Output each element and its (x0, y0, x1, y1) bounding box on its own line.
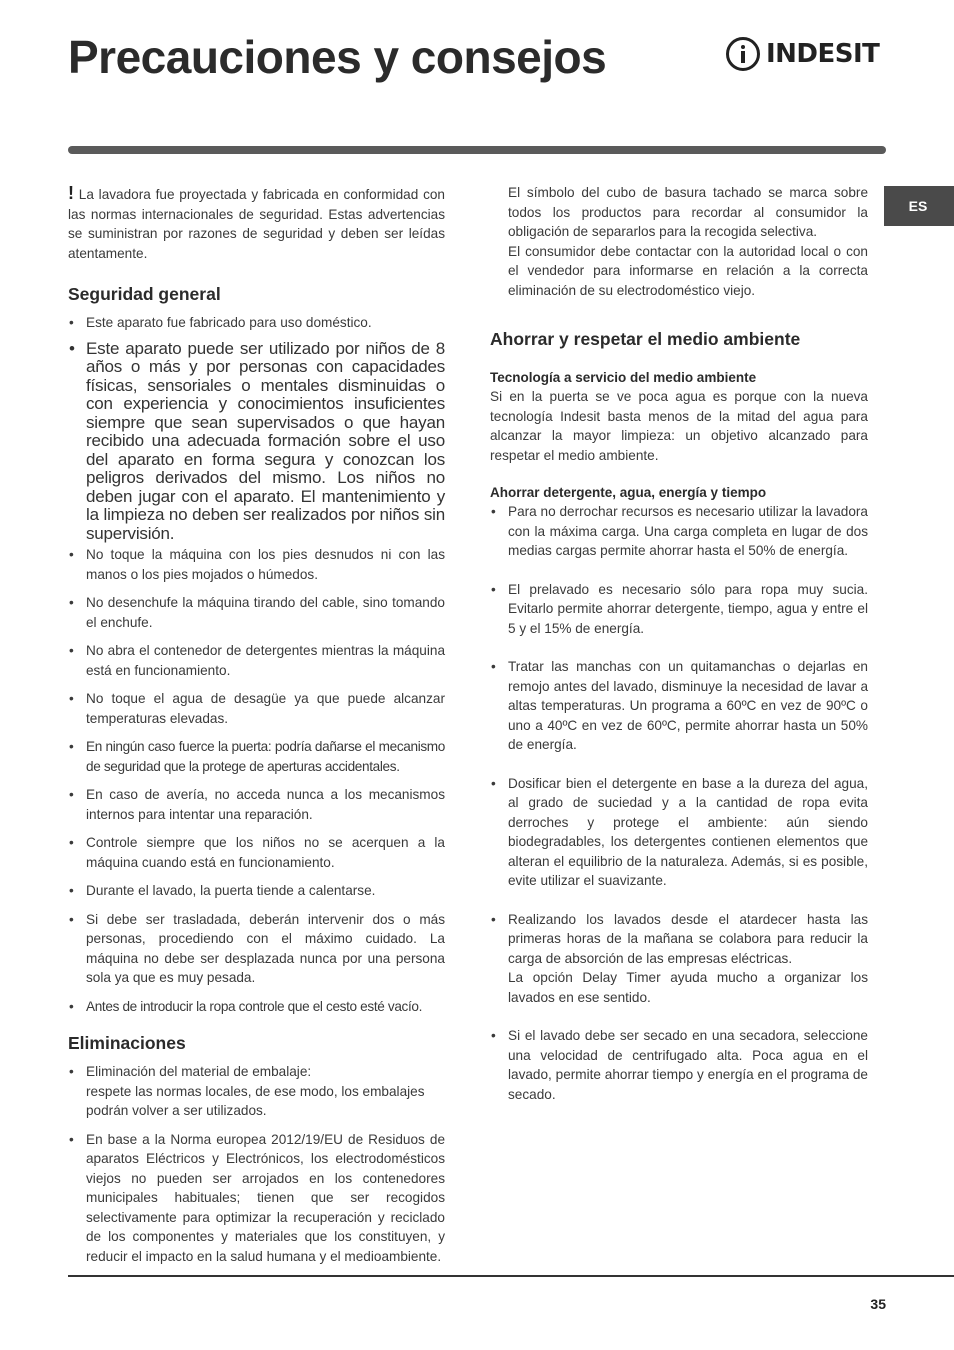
warning-mark-icon: ! (68, 183, 74, 203)
subheading-ahorrar: Ahorrar detergente, agua, energía y tiempo (490, 485, 767, 500)
list-item: • El prelavado es necesario sólo para ropa muy sucia. Evitarlo permite ahorrar detergente, tiempo, agua y entre el 5 y el 15% de energía. (490, 580, 868, 639)
section-heading-eliminaciones: Eliminaciones (68, 1033, 186, 1053)
left-column (68, 184, 445, 1266)
subheading-tecnologia: Tecnología a servicio del medio ambiente (490, 370, 757, 385)
eliminaciones-continued (490, 183, 868, 300)
list-item-line: • Eliminación del material de embalaje: (86, 1064, 312, 1079)
list-item (68, 1062, 445, 1121)
list-item: • Durante el lavado, la puerta tiende a calentarse. (68, 881, 445, 901)
list-item-line: La opción Delay Timer ayuda mucho a organizar los lavados en ese sentido. (508, 970, 868, 1005)
list-item: • Este aparato fue fabricado para uso doméstico. (68, 313, 445, 333)
paragraph: El consumidor debe contactar con la autoridad local o con el vendedor para informarse en relación a la correcta eliminación de su electrodoméstico viejo. (508, 243, 868, 298)
list-item: • Antes de introducir la ropa controle que el cesto esté vacío. (68, 997, 445, 1017)
ambiente-list (490, 502, 868, 1104)
list-item: • En ningún caso fuerce la puerta: podría dañarse el mecanismo de seguridad que la protege de aperturas accidentales. (68, 737, 445, 776)
seguridad-list (68, 313, 445, 1016)
list-item-line: respete las normas locales, de ese modo, los embalajes podrán volver a ser utilizados. (86, 1083, 425, 1118)
header-divider (68, 146, 886, 154)
intro-text: La lavadora fue proyectada y fabricada en conformidad con las normas internacionales de seguridad. Estas advertencias se suministran por razones de seguridad y deben ser leídas atentamente. (68, 187, 445, 261)
paragraph: Si en la puerta se ve poca agua es porque con la nueva tecnología Indesit basta menos de la mitad del agua para alcanzar la mayor limpieza: un objetivo alcanzado para respetar el medio ambiente. (490, 389, 868, 463)
intro-paragraph (68, 184, 445, 263)
list-item-line: • Realizando los lavados desde el atardecer hasta las primeras horas de la mañana se colabora para reducir la carga de absorción de las empresas eléctricas. (508, 911, 868, 966)
info-i-icon (726, 37, 760, 71)
list-item: • Si el lavado debe ser secado en una secadora, seleccione una velocidad de centrifugado alta. Poca agua en el lavado, permite ahorrar tiempo y energía en el programa de secado. (490, 1026, 868, 1104)
list-item: • Si debe ser trasladada, deberán intervenir dos o más personas, procediendo con el máximo cuidado. La máquina no debe ser desplazada nunca por una persona sola ya que es muy pesada. (68, 910, 445, 988)
list-item: • En base a la Norma europea 2012/19/EU de Residuos de aparatos Eléctricos y Electrónicos, los electrodomésticos viejos no pueden ser arrojados en los contenedores municipales habituales; tienen que ser recogidos selectivamente para optimizar la recuperación y reciclado de los componentes y materiales que los constituyen, y reducir el impacto en la salud humana y el medioambiente. (68, 1130, 445, 1267)
list-item: • En caso de avería, no acceda nunca a los mecanismos internos para intentar una reparación. (68, 785, 445, 824)
right-column (490, 183, 868, 1104)
list-item: • Este aparato puede ser utilizado por niños de 8 años o más y por personas con capacidades físicas, sensoriales o mentales disminuidas o con experiencia y conocimientos insuficientes siempre que sean supervisados o que hayan recibido una adecuada formación sobre el uso del aparato en forma segura y conozcan los peligros derivados del mismo. Los niños no deben jugar con el aparato. El mantenimiento y la limpieza no deben ser realizados por niños sin supervisión. (68, 340, 445, 544)
list-item: • Tratar las manchas con un quitamanchas o dejarlas en remojo antes del lavado, disminuye la necesidad de lavar a altas temperaturas. Un programa a 60ºC en vez de 90ºC o uno a 40ºC en vez de 60ºC, permite ahorrar hasta un 50% de energía. (490, 657, 868, 755)
list-item: • No toque la máquina con los pies desnudos ni con las manos o los pies mojados o húmedos. (68, 545, 445, 584)
section-heading-ambiente: Ahorrar y respetar el medio ambiente (490, 329, 801, 349)
footer-divider (68, 1275, 954, 1277)
page-title: Precauciones y consejos (68, 31, 607, 83)
paragraph: El símbolo del cubo de basura tachado se marca sobre todos los productos para recordar al consumidor la obligación de separarlos para la recogida selectiva. (508, 185, 868, 239)
list-item (490, 910, 868, 1008)
page-number: 35 (870, 1296, 886, 1312)
list-item: • Para no derrochar recursos es necesario utilizar la lavadora con la máxima carga. Una carga completa en lugar de dos medias cargas permite ahorrar hasta el 50% de energía. (490, 502, 868, 561)
eliminaciones-list (68, 1062, 445, 1266)
list-item: • No abra el contenedor de detergentes mientras la máquina está en funcionamiento. (68, 641, 445, 680)
brand-name: INDESIT (766, 39, 880, 69)
language-tab: ES (884, 186, 954, 226)
brand-logo (726, 33, 888, 75)
list-item: • Dosificar bien el detergente en base a la dureza del agua, al grado de suciedad y a la cantidad de ropa evita derroches y protege el ambiente: aún siendo biodegradables, los detergentes contienen elementos que alteran el equilibrio de la naturaleza. Además, si es posible, evite utilizar el suavizante. (490, 774, 868, 891)
list-item: • Controle siempre que los niños no se acerquen a la máquina cuando está en funcionamiento. (68, 833, 445, 872)
section-heading-seguridad: Seguridad general (68, 284, 221, 304)
list-item: • No desenchufe la máquina tirando del cable, sino tomando el enchufe. (68, 593, 445, 632)
list-item: • No toque el agua de desagüe ya que puede alcanzar temperaturas elevadas. (68, 689, 445, 728)
